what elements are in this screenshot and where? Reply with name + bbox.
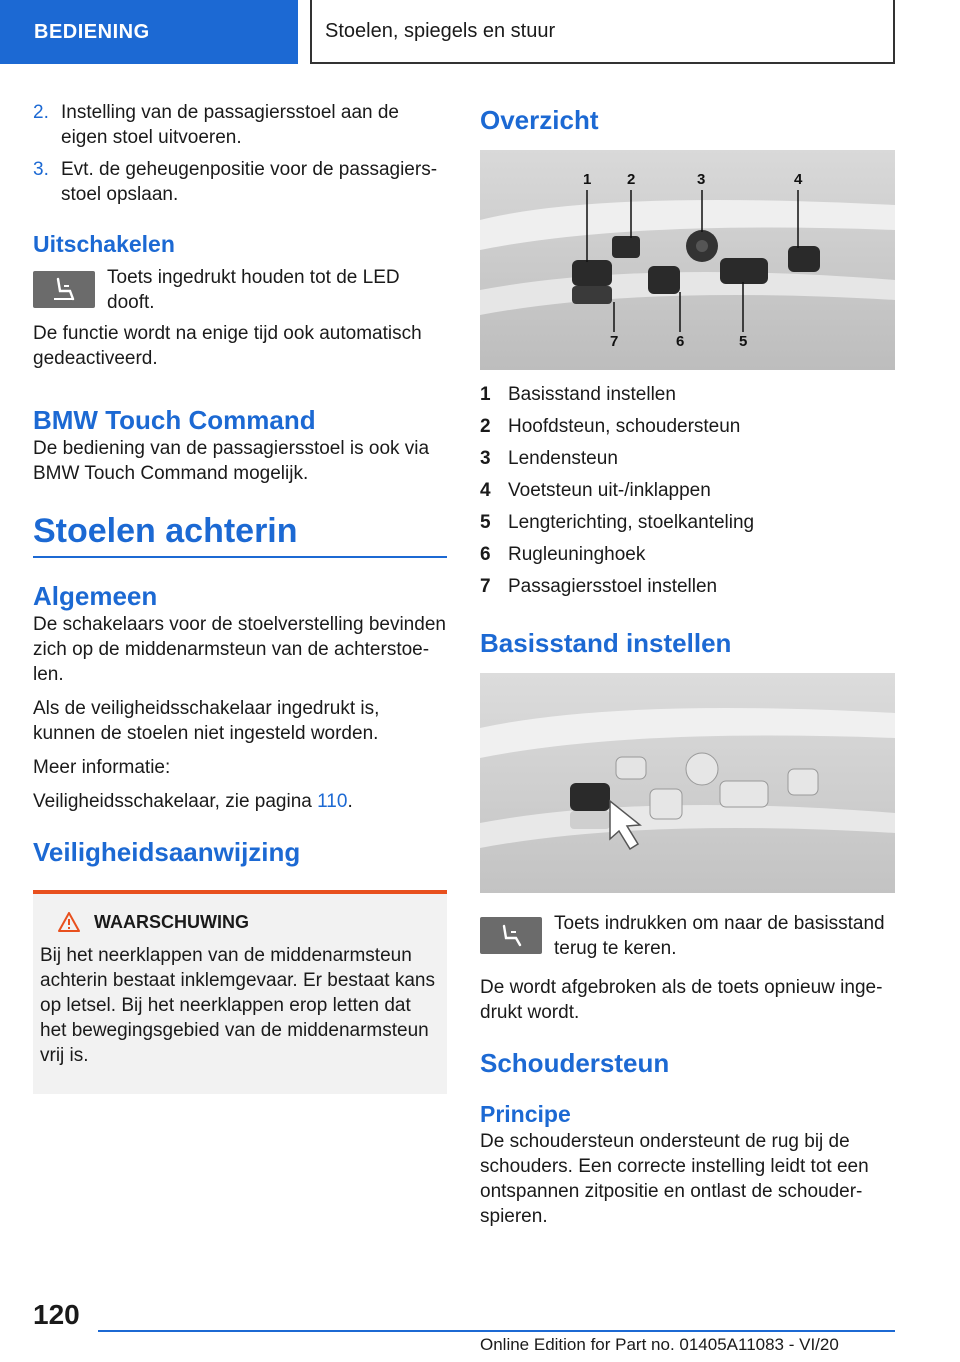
algemeen-paragraph-4-end: .: [347, 790, 353, 812]
basisstand-text: De wordt afgebroken als de toets opnieuw inge-drukt wordt.: [480, 977, 883, 1023]
uitschakelen-icon-row: [33, 265, 447, 315]
basisstand-heading: Basisstand instellen: [480, 628, 732, 658]
legend-text: Rugleuninghoek: [508, 544, 646, 565]
footer-rule: [98, 1330, 895, 1332]
step-3: [33, 157, 447, 207]
overzicht-heading: Overzicht: [480, 105, 599, 135]
page-link[interactable]: 110: [317, 790, 348, 812]
page-number: 120: [33, 1299, 80, 1330]
legend-item: [480, 542, 895, 567]
algemeen-heading: Algemeen: [33, 580, 158, 611]
schoudersteun-heading: Schoudersteun: [480, 1048, 670, 1078]
legend-text: Lendensteun: [508, 448, 618, 469]
legend-number: 6: [480, 544, 491, 565]
header-chapter: [310, 0, 895, 64]
legend-number: 5: [480, 512, 491, 533]
header-section-label: BEDIENING: [34, 20, 150, 43]
legend-item: [480, 478, 895, 503]
header-chapter-label: Stoelen, spiegels en stuur: [325, 19, 556, 42]
step-2: [33, 100, 447, 150]
touch-command-heading: BMW Touch Command: [33, 405, 316, 435]
basisstand-icon-text: Toets indrukken om naar de basisstand terug te keren.: [554, 913, 885, 959]
legend-item: [480, 510, 895, 535]
seat-reset-button-icon: [480, 917, 542, 954]
uitschakelen-icon-text: Toets ingedrukt houden tot de LED dooft.: [107, 267, 400, 313]
stoelen-achterin-heading: Stoelen achterin: [33, 512, 298, 550]
legend-list: [480, 382, 895, 599]
callout-5: 5: [739, 333, 748, 350]
left-column: [33, 100, 447, 1094]
legend-number: 2: [480, 416, 491, 437]
legend-text: Basisstand instellen: [508, 384, 676, 405]
legend-text: Passagiersstoel instellen: [508, 576, 718, 597]
callout-6: 6: [676, 333, 685, 350]
step-text: Evt. de geheugenpositie voor de passagiers-stoel opslaan.: [61, 159, 438, 205]
legend-text: Hoofdsteun, schoudersteun: [508, 416, 741, 437]
veiligheid-heading: Veiligheidsaanwijzing: [33, 836, 301, 867]
uitschakelen-text: De functie wordt na enige tijd ook automatisch gedeactiveerd.: [33, 323, 422, 369]
step-text: Instelling van de passagiersstoel aan de eigen stoel uitvoeren.: [61, 102, 400, 148]
warning-title-row: [40, 912, 435, 933]
step-number: 2.: [33, 102, 49, 123]
algemeen-paragraph-4-text: Veiligheidsschakelaar, zie pagina: [33, 790, 318, 812]
seat-controls-overview-image: [480, 150, 895, 370]
legend-number: 4: [480, 480, 491, 501]
principe-heading: Principe: [480, 1101, 571, 1127]
seat-button-icon: [33, 271, 95, 308]
legend-number: 1: [480, 384, 491, 405]
warning-box: [33, 890, 447, 1094]
heading-rule: [33, 556, 447, 558]
legend-text: Voetsteun uit-/inklappen: [508, 480, 711, 501]
callout-4: 4: [794, 171, 803, 188]
algemeen-paragraph-2: Als de veiligheidsschakelaar ingedrukt is, kunnen de stoelen niet ingesteld worden.: [33, 697, 380, 744]
legend-item: [480, 574, 895, 599]
uitschakelen-heading: Uitschakelen: [33, 231, 175, 257]
legend-item: [480, 382, 895, 407]
callout-7: 7: [610, 333, 619, 350]
footer-edition: Online Edition for Part no. 01405A11083 - VI/20: [480, 1335, 839, 1354]
header-section: [0, 0, 298, 64]
warning-text: Bij het neerklappen van de middenarmsteun achterin bestaat inklemgevaar. Er bestaat kans op letsel. Bij het neerklappen erop letten dat het bewegingsgebied van de middenarmsteun vrij is.: [40, 944, 436, 1066]
step-number: 3.: [33, 159, 49, 180]
warning-triangle-icon: [58, 912, 80, 932]
basisstand-image: [480, 673, 895, 893]
basisstand-icon-row: [480, 911, 895, 961]
legend-text: Lengterichting, stoelkanteling: [508, 512, 755, 533]
right-column: [480, 100, 895, 1229]
legend-item: [480, 414, 895, 439]
callout-1: 1: [583, 171, 592, 188]
legend-number: 3: [480, 448, 491, 469]
callout-2: 2: [627, 171, 636, 188]
algemeen-paragraph-1: De schakelaars voor de stoelverstelling bevinden zich op de middenarmsteun van de achterstoe-len.: [33, 613, 446, 685]
algemeen-paragraph-4: [33, 789, 447, 814]
callout-3: 3: [697, 171, 706, 188]
legend-number: 7: [480, 576, 491, 597]
principe-text: De schoudersteun ondersteunt de rug bij de schouders. Een correcte instelling leidt tot een ontspannen zitpositie en ontlast de schouder-spieren.: [480, 1131, 869, 1227]
legend-item: [480, 446, 895, 471]
warning-title: WAARSCHUWING: [94, 911, 249, 932]
algemeen-paragraph-3: Meer informatie:: [33, 756, 171, 778]
touch-command-text: De bediening van de passagiersstoel is ook via BMW Touch Command mogelijk.: [33, 438, 430, 484]
